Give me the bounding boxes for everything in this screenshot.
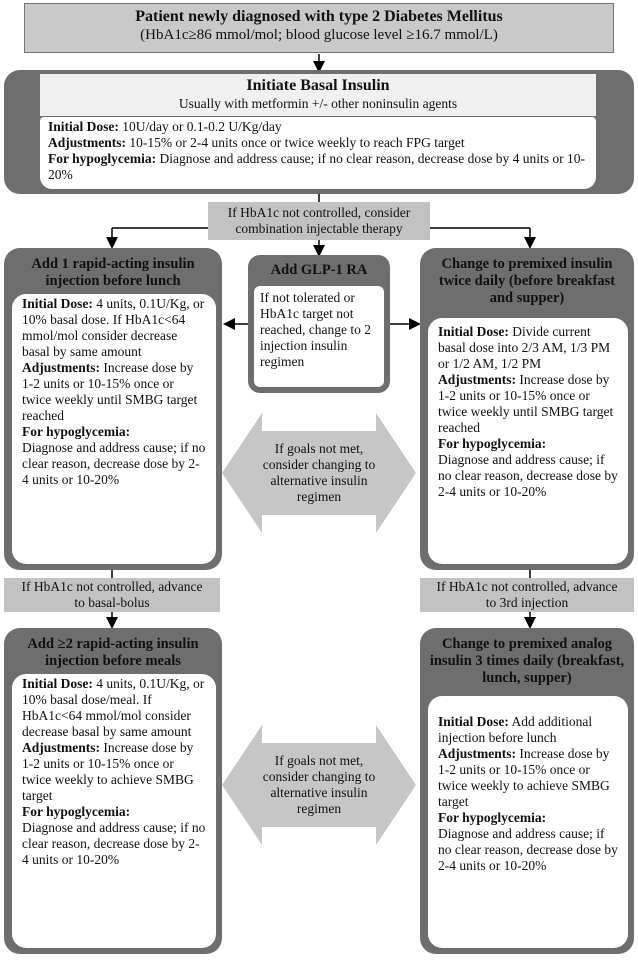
left2-adjust-label: Adjustments:: [22, 740, 101, 755]
diagnosis-title: Patient newly diagnosed with type 2 Diabetes Mellitus: [135, 8, 503, 25]
premixed-twice-title: Change to premixed insulin twice daily (before breakfast and supper): [438, 256, 616, 306]
diagnosis-box: [24, 3, 614, 53]
alt-regimen-note-1: If goals not met, consider changing to alternative insulin regimen: [262, 441, 376, 504]
alt-regimen-note-2: If goals not met, consider changing to alternative insulin regimen: [262, 753, 376, 816]
right2-hypo-label: For hypoglycemia:: [438, 810, 547, 825]
right1-initial-text: Divide current basal dose into 2/3 AM, 1/3 PM or 1/2 AM, 1/2 PM: [438, 324, 611, 371]
rapid-lunch-title: Add 1 rapid-acting insulin injection before lunch: [31, 256, 195, 289]
basal-adjust-text: 10-15% or 2-4 units once or twice weekly to reach FPG target: [129, 135, 465, 150]
combination-note: [208, 202, 430, 240]
third-injection-note-line1: If HbA1c not controlled, advance: [436, 579, 618, 594]
premixed-three-details: [428, 696, 628, 948]
combination-note-line1: If HbA1c not controlled, consider: [227, 205, 411, 220]
left2-adjust-text: Increase dose by 1-2 units or 10-15% once or twice weekly to achieve SMBG target: [22, 740, 194, 803]
third-injection-note-line2: to 3rd injection: [485, 595, 569, 610]
left1-adjust-label: Adjustments:: [22, 360, 101, 375]
basal-bolus-note-line2: to basal-bolus: [74, 595, 150, 610]
basal-adjust-label: Adjustments:: [48, 135, 127, 150]
basal-hypo-text: Diagnose and address cause; if no clear reason, decrease dose by 4 units or 10-20%: [48, 151, 585, 182]
left1-hypo-label: For hypoglycemia:: [22, 424, 131, 439]
right1-adjust-label: Adjustments:: [438, 372, 517, 387]
basal-initial-label: Initial Dose:: [48, 119, 119, 134]
left1-adjust-text: Increase dose by 1-2 units or 10-15% once or twice weekly until SMBG target reached: [22, 360, 198, 423]
right2-adjust-label: Adjustments:: [438, 746, 517, 761]
rapid-lunch-details: [12, 294, 216, 564]
premixed-twice-details: [428, 318, 628, 564]
right1-hypo-text: Diagnose and address cause; if no clear reason, decrease dose by 2-4 units or 10-20%: [438, 452, 618, 499]
right1-hypo-label: For hypoglycemia:: [438, 436, 547, 451]
right1-initial-label: Initial Dose:: [438, 324, 509, 339]
left2-hypo-label: For hypoglycemia:: [22, 804, 131, 819]
right2-initial-text: Add additional injection before lunch: [438, 714, 593, 745]
glp1-title: Add GLP-1 RA: [270, 262, 368, 278]
left1-initial-label: Initial Dose:: [22, 296, 93, 311]
left2-initial-text: 4 units, 0.1U/Kg, or 10% basal dose/meal. If HbA1c<64 mmol/mol consider decrease basal by same amount: [22, 676, 205, 739]
left2-hypo-text: Diagnose and address cause; if no clear reason, decrease dose by 2-4 units or 10-20%: [22, 820, 206, 867]
basal-hypo-label: For hypoglycemia:: [48, 151, 157, 166]
basal-details: [40, 117, 596, 189]
premixed-three-title: Change to premixed analog insulin 3 times daily (breakfast, lunch, supper): [429, 636, 625, 686]
basal-header: [40, 74, 596, 116]
basal-subtitle: Usually with metformin +/- other noninsulin agents: [178, 96, 458, 111]
right2-hypo-text: Diagnose and address cause; if no clear reason, decrease dose by 2-4 units or 10-20%: [438, 826, 618, 873]
right1-adjust-text: Increase dose by 1-2 units or 10-15% once or twice weekly until SMBG target reached: [438, 372, 614, 435]
glp1-details: [254, 286, 384, 387]
third-injection-note: [420, 578, 634, 612]
rapid-meals-title: Add ≥2 rapid-acting insulin injection before meals: [27, 636, 199, 669]
combination-note-line2: combination injectable therapy: [235, 221, 403, 236]
rapid-meals-details: [12, 674, 216, 948]
basal-title: Initiate Basal Insulin: [246, 77, 390, 94]
basal-bolus-note-line1: If HbA1c not controlled, advance: [21, 579, 203, 594]
right2-initial-label: Initial Dose:: [438, 714, 509, 729]
right2-adjust-text: Increase dose by 1-2 units or 10-15% once or twice weekly to achieve SMBG target: [438, 746, 610, 809]
basal-bolus-note: [4, 578, 220, 612]
left2-initial-label: Initial Dose:: [22, 676, 93, 691]
left1-initial-text: 4 units, 0.1U/Kg, or 10% basal dose. If HbA1c<64 mmol/mol consider decrease basal by same amount: [22, 296, 205, 359]
basal-initial-text: 10U/day or 0.1-0.2 U/Kg/day: [122, 119, 282, 134]
diagnosis-subtitle: (HbA1c≥86 mmol/mol; blood glucose level ≥16.7 mmol/L): [140, 27, 498, 43]
left1-hypo-text: Diagnose and address cause; if no clear reason, decrease dose by 2-4 units or 10-20%: [22, 440, 206, 487]
glp1-text: If not tolerated or HbA1c target not reached, change to 2 injection insulin regimen: [260, 290, 371, 369]
